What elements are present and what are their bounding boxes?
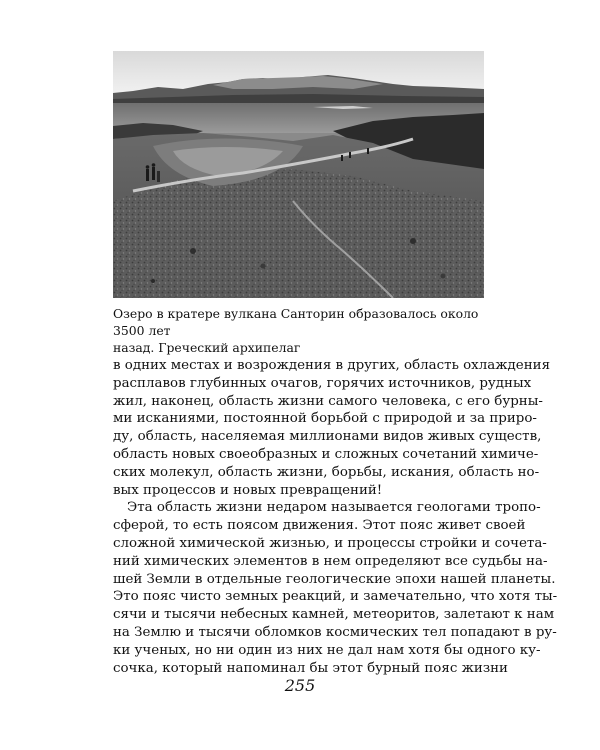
figure-photo <box>113 51 484 298</box>
text-line: расплавов глубинных очагов, горячих источников, рудных <box>113 375 532 391</box>
text-line: жил, наконец, область жизни самого человека, с его бурны- <box>113 393 543 409</box>
text-line: ки ученых, но ни один из них не дал нам хотя бы одного ку- <box>113 642 541 658</box>
paragraph-2 <box>113 499 558 677</box>
body-text <box>113 357 558 677</box>
text-line: на Землю и тысячи обломков космических тел попадают в ру- <box>113 624 557 640</box>
page-number: 255 <box>284 676 316 695</box>
volcano-crater-photo <box>113 51 484 298</box>
text-line: область новых своеобразных и сложных сочетаний химиче- <box>113 446 539 462</box>
text-line: Эта область жизни недаром называется геологами тропо- <box>127 500 541 516</box>
text-line: ний химических элементов в нем определяют все судьбы на- <box>113 553 548 569</box>
text-line: сферой, то есть поясом движения. Этот пояс живет своей <box>113 518 526 534</box>
caption-line: Озеро в кратере вулкана Санторин образовалось около 3500 лет <box>113 306 479 338</box>
text-line: в одних местах и возрождения в других, область охлаждения <box>113 358 551 373</box>
text-line: ми исканиями, постоянной борьбой с природой и за приро- <box>113 411 537 427</box>
text-line: шей Земли в отдельные геологические эпохи нашей планеты. <box>113 571 556 587</box>
caption-line: назад. Греческий архипелаг <box>113 340 301 355</box>
text-line: ских молекул, область жизни, борьбы, искания, область но- <box>113 464 540 480</box>
text-line: Это пояс чисто земных реакций, и замечательно, что хотя ты- <box>113 589 558 605</box>
figure-caption <box>113 305 484 356</box>
paragraph-1 <box>113 357 551 499</box>
text-line: сочка, который напоминал бы этот бурный пояс жизни <box>113 660 508 676</box>
text-line: ду, область, населяемая миллионами видов живых существ, <box>113 429 542 445</box>
text-line: сячи и тысячи небесных камней, метеоритов, залетают к нам <box>113 607 555 623</box>
text-line: сложной химической жизнью, и процессы стройки и сочета- <box>113 535 547 551</box>
text-line: вых процессов и новых превращений! <box>113 482 383 498</box>
